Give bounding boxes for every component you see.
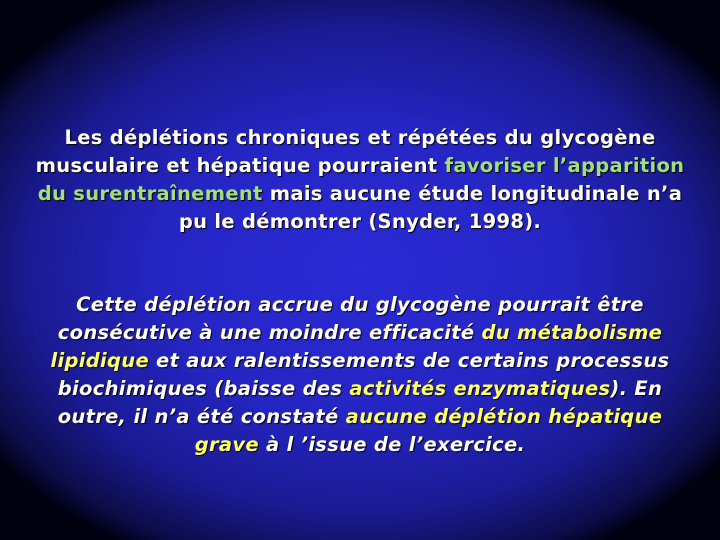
paragraph2-text-1: Cette déplétion accrue du glycogène pourrait être consécutive à une moindre efficacité	[57, 293, 644, 344]
paragraph2-text-2: et aux ralentissements de certains processus biochimiques (baisse des	[57, 349, 670, 400]
paragraph2-text-3: ). En outre, il n’a été constaté	[57, 377, 663, 428]
paragraph1-text-1: Les déplétions chroniques et répétées du glycogène musculaire et hépatique pourraient	[35, 126, 656, 177]
paragraph1-text-2: mais aucune étude longitudinale n’a pu le démontrer (Snyder, 1998).	[178, 182, 683, 233]
paragraph2-highlight-hepatic-depletion: aucune déplétion hépatique grave	[194, 405, 663, 456]
paragraph-glycogen-depletion	[30, 124, 690, 236]
paragraph-metabolism	[30, 291, 690, 459]
paragraph2-highlight-enzymatic-activity: activités enzymatiques	[349, 377, 611, 400]
paragraph2-highlight-lipid-metabolism: du métabolisme lipidique	[50, 321, 663, 372]
paragraph2-text-4: à l ’issue de l’exercice.	[258, 433, 526, 456]
paragraph1-highlight-overtraining: favoriser l’apparition du surentraînement	[37, 154, 685, 205]
